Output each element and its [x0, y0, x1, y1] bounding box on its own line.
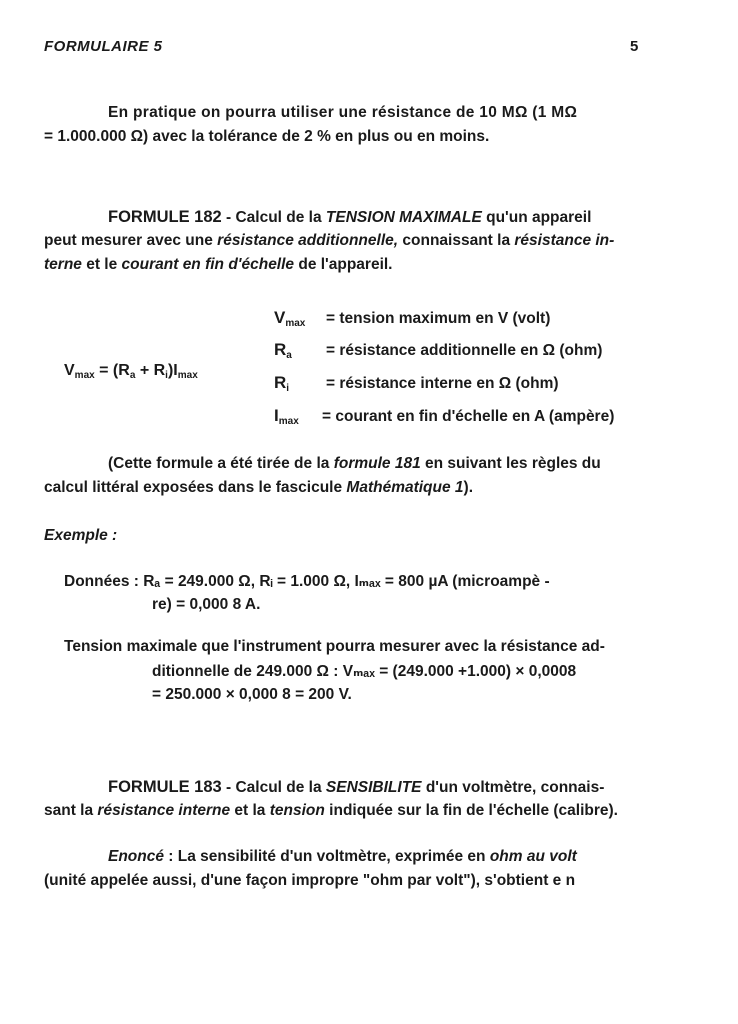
term-mathematique-1: Mathématique 1	[346, 479, 464, 496]
symbol: V	[274, 308, 286, 327]
term-tension: tension	[269, 802, 325, 819]
eq-part: + R	[135, 362, 166, 379]
formule-183-line-2	[44, 802, 618, 820]
eq-part: = (R	[94, 362, 130, 379]
text: - Calcul de la	[221, 779, 326, 796]
symbol-sub: i	[286, 383, 290, 394]
equation-vmax	[64, 362, 198, 381]
term-resistance-interne: résistance interne	[97, 802, 231, 819]
variable-row	[274, 340, 602, 361]
text: qu'un appareil	[481, 209, 592, 226]
tension-line-2: ditionnelle de 249.000 Ω : Vₘₐₓ = (249.000 +1.000) × 0,0008	[152, 663, 577, 680]
symbol-sub: max	[285, 318, 306, 329]
exemple-label: Exemple :	[44, 527, 118, 544]
text: (Cette formule a été tirée de la	[108, 455, 334, 472]
symbol: R	[274, 340, 287, 359]
variable-row	[274, 406, 614, 427]
formule-182-line-2	[44, 232, 614, 250]
text: calcul littéral exposées dans le fascicule	[44, 479, 347, 496]
symbol-sub: max	[278, 416, 299, 427]
intro-line-1: En pratique on pourra utiliser une résistance de 10 MΩ (1 MΩ	[108, 104, 578, 121]
variable-description: = résistance interne en Ω (ohm)	[326, 375, 559, 392]
variable-description: = résistance additionnelle en Ω (ohm)	[326, 342, 603, 359]
eq-part: V	[64, 362, 75, 379]
text: peut mesurer avec une	[44, 232, 218, 249]
text: d'un voltmètre, connais-	[421, 779, 605, 796]
variable-symbol	[274, 308, 326, 329]
note-line-1	[108, 455, 601, 473]
variable-description: = courant en fin d'échelle en A (ampère)	[322, 408, 615, 425]
page-number: 5	[630, 38, 639, 55]
enonce-label: Enoncé	[108, 848, 164, 865]
variable-row	[274, 373, 559, 394]
text: indiquée sur la fin de l'échelle (calibre).	[324, 802, 618, 819]
donnees-line-1: Données : Rₐ = 249.000 Ω, Rᵢ = 1.000 Ω, Iₘₐₓ = 800 µA (microampè -	[64, 573, 550, 590]
text: en suivant les règles du	[420, 455, 601, 472]
term-terne: terne	[44, 256, 82, 273]
symbol-sub: a	[286, 350, 292, 361]
term-ohm-au-volt: ohm au volt	[489, 848, 577, 865]
text: de l'appareil.	[294, 256, 393, 273]
text: - Calcul de la	[221, 209, 326, 226]
eq-sub: a	[129, 370, 136, 381]
text: connaissant la	[398, 232, 515, 249]
text: sant la	[44, 802, 98, 819]
term-sensibilite: SENSIBILITE	[325, 779, 422, 796]
text: : La sensibilité d'un voltmètre, exprimée en	[163, 848, 490, 865]
term-formule-181: formule 181	[333, 455, 421, 472]
text: ).	[463, 479, 474, 496]
tension-line-1: Tension maximale que l'instrument pourra mesurer avec la résistance ad-	[64, 638, 605, 655]
variable-description: = tension maximum en V (volt)	[326, 310, 551, 327]
note-line-2	[44, 479, 473, 497]
formule-182-label: FORMULE 182	[108, 208, 222, 226]
variable-row	[274, 308, 550, 329]
symbol: I	[274, 406, 279, 425]
enonce-line-1	[108, 848, 577, 866]
term-resistance-additionnelle: résistance additionnelle,	[217, 232, 399, 249]
formule-182-line-3	[44, 256, 393, 274]
tension-line-3: = 250.000 × 0,000 8 = 200 V.	[152, 686, 352, 703]
term-resistance-interne: résistance in-	[514, 232, 615, 249]
variable-symbol	[274, 406, 322, 427]
donnees-line-2: re) = 0,000 8 A.	[152, 596, 261, 613]
text: et la	[230, 802, 270, 819]
eq-sub: max	[177, 370, 198, 381]
page-header-title: FORMULAIRE 5	[44, 38, 163, 55]
symbol: R	[274, 373, 287, 392]
text: et le	[81, 256, 122, 273]
formule-183-line-1	[108, 778, 604, 797]
formule-183-label: FORMULE 183	[108, 778, 222, 796]
term-courant-fin-echelle: courant en fin d'échelle	[121, 256, 295, 273]
variable-symbol	[274, 340, 326, 361]
eq-part: )I	[167, 362, 178, 379]
eq-sub: i	[165, 370, 168, 381]
term-tension-maximale: TENSION MAXIMALE	[325, 209, 482, 226]
eq-sub: max	[74, 370, 95, 381]
variable-symbol	[274, 373, 326, 394]
intro-line-2: = 1.000.000 Ω) avec la tolérance de 2 % en plus ou en moins.	[44, 128, 490, 145]
formule-182-line-1	[108, 208, 591, 227]
enonce-line-2: (unité appelée aussi, d'une façon impropre "ohm par volt"), s'obtient e n	[44, 872, 576, 889]
